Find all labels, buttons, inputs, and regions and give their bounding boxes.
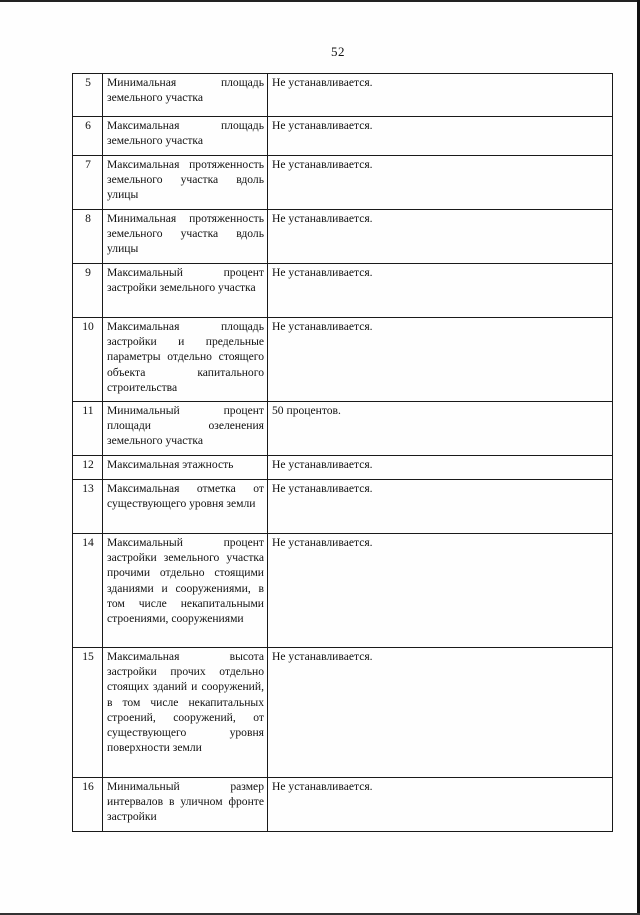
row-number: 5 (73, 74, 103, 117)
table-row (73, 778, 613, 832)
table-row (73, 456, 613, 480)
parameter-name: Максимальная этажность (103, 456, 268, 480)
table-row (73, 117, 613, 156)
row-number: 13 (73, 480, 103, 534)
row-number: 11 (73, 402, 103, 456)
row-number: 7 (73, 156, 103, 210)
parameter-name: Максимальный процент застройки земельного участка (103, 264, 268, 318)
row-number: 12 (73, 456, 103, 480)
parameters-table (72, 73, 613, 832)
parameter-value: Не устанавливается. (268, 778, 613, 832)
table-row (73, 648, 613, 778)
parameter-value: Не устанавливается. (268, 74, 613, 117)
page-number: 52 (331, 44, 345, 59)
parameter-value: 50 процентов. (268, 402, 613, 456)
parameter-name: Максимальная протяженность земельного участка вдоль улицы (103, 156, 268, 210)
table-row (73, 74, 613, 117)
parameter-value: Не устанавливается. (268, 480, 613, 534)
parameter-value: Не устанавливается. (268, 318, 613, 402)
parameter-name: Максимальная площадь земельного участка (103, 117, 268, 156)
row-number: 14 (73, 534, 103, 648)
parameter-name: Минимальный размер интервалов в уличном фронте застройки (103, 778, 268, 832)
parameter-value: Не устанавливается. (268, 456, 613, 480)
table-row (73, 402, 613, 456)
parameter-name: Минимальная площадь земельного участка (103, 74, 268, 117)
row-number: 9 (73, 264, 103, 318)
parameter-name: Минимальная протяженность земельного участка вдоль улицы (103, 210, 268, 264)
row-number: 15 (73, 648, 103, 778)
row-number: 8 (73, 210, 103, 264)
table-row (73, 156, 613, 210)
parameter-value: Не устанавливается. (268, 264, 613, 318)
row-number: 6 (73, 117, 103, 156)
table-row (73, 480, 613, 534)
parameter-name: Максимальный процент застройки земельного участка прочими отдельно стоящими зданиями и сооружениями, в том числе некапитальными строениями, сооружениями (103, 534, 268, 648)
parameter-name: Максимальная отметка от существующего уровня земли (103, 480, 268, 534)
parameter-name: Максимальная площадь застройки и предельные параметры отдельно стоящего объекта капитального строительства (103, 318, 268, 402)
scan-edge-top (0, 0, 640, 2)
table-row (73, 264, 613, 318)
parameter-value: Не устанавливается. (268, 117, 613, 156)
parameter-value: Не устанавливается. (268, 534, 613, 648)
parameter-value: Не устанавливается. (268, 156, 613, 210)
parameter-name: Максимальная высота застройки прочих отдельно стоящих зданий и сооружений, в том числе некапитальных строений, сооружений, от существующего уровня поверхности земли (103, 648, 268, 778)
table-row (73, 534, 613, 648)
parameter-value: Не устанавливается. (268, 648, 613, 778)
parameter-value: Не устанавливается. (268, 210, 613, 264)
parameter-name: Минимальный процент площади озеленения земельного участка (103, 402, 268, 456)
table-row (73, 210, 613, 264)
row-number: 10 (73, 318, 103, 402)
table-row (73, 318, 613, 402)
row-number: 16 (73, 778, 103, 832)
